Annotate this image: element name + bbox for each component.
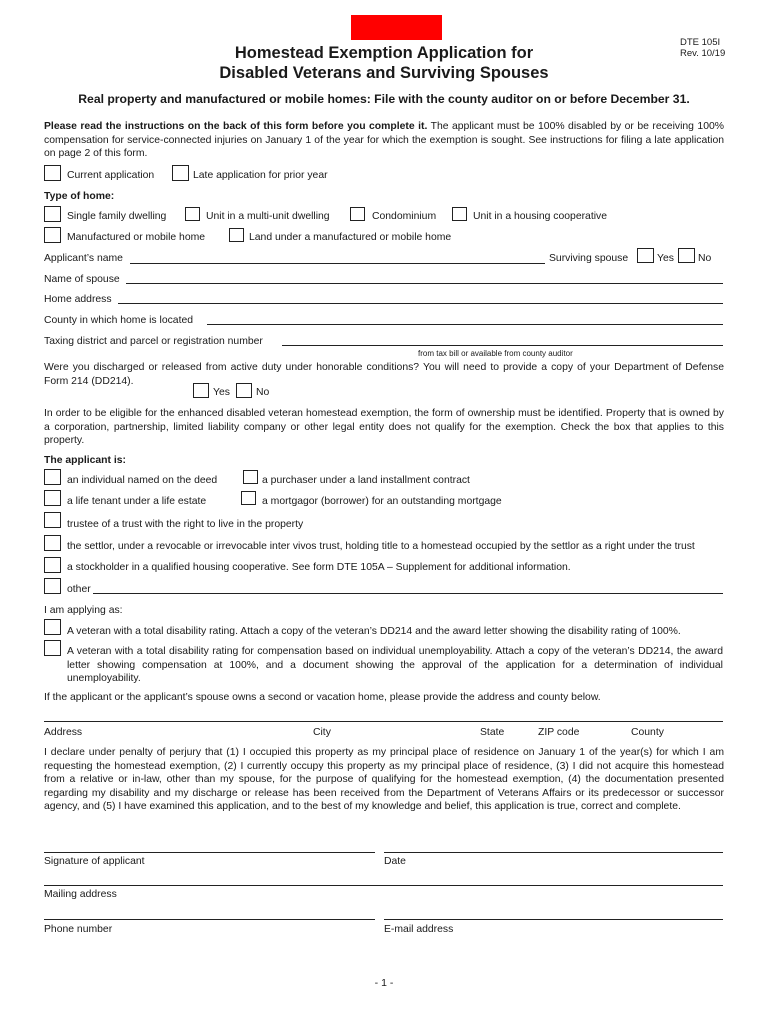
deed-label: an individual named on the deed xyxy=(67,475,218,486)
total-rating-label: A veteran with a total disability rating. Attach a copy of the veteran’s DD214 and the award letter showing the disability rating of 100%. xyxy=(67,626,681,637)
multi-unit-checkbox[interactable] xyxy=(185,207,200,221)
surviving-spouse-yes-label: Yes xyxy=(657,253,674,264)
mailing-address-label: Mailing address xyxy=(44,889,117,900)
email-line[interactable] xyxy=(384,919,723,920)
other-checkbox[interactable] xyxy=(44,578,61,594)
manufactured-home-checkbox[interactable] xyxy=(44,227,61,243)
intro-paragraph xyxy=(44,120,724,161)
discharge-no-label: No xyxy=(256,387,270,398)
form-number: DTE 105I xyxy=(680,37,721,48)
purchaser-label: a purchaser under a land installment contract xyxy=(262,475,470,486)
intro-text: The applicant must be 100% disabled by or be receiving 100% compensation for service-connected injuries on January 1 of the year for which the exemption is sought. See instructions for filing a late application on page 2 of this form. xyxy=(44,121,724,160)
single-family-label: Single family dwelling xyxy=(67,211,167,222)
surviving-spouse-yes-checkbox[interactable] xyxy=(637,248,654,263)
date-label: Date xyxy=(384,856,406,867)
stockholder-label: a stockholder in a qualified housing cooperative. See form DTE 105A – Supplement for additional information. xyxy=(67,562,571,573)
form-subtitle: Real property and manufactured or mobile homes: File with the county auditor on or before December 31. xyxy=(78,92,690,106)
declaration-paragraph: I declare under penalty of perjury that (1) I occupied this property as my principal place of residence on January 1 of the year(s) for which I am requesting the homestead exemption, (2) I currently occupy this property as my principal place of residence, (3) I did not acquire this homestead from a relative or in-law, other than my spouse, for the purpose of qualifying for the homestead exemption, (4) the documentation presented regarding my disability and my discharge or release has been received from the Department of Veterans Affairs or its predecessor or successor agency, and (5) I have examined this application, and to the best of my knowledge and belief, this application is true, correct and complete. xyxy=(44,747,724,813)
home-address-line[interactable] xyxy=(118,303,723,304)
settlor-checkbox[interactable] xyxy=(44,535,61,551)
current-application-label: Current application xyxy=(67,170,155,181)
date-line[interactable] xyxy=(384,852,723,853)
county-label: County in which home is located xyxy=(44,315,194,326)
second-home-line[interactable] xyxy=(44,721,723,722)
trustee-label: trustee of a trust with the right to live in the property xyxy=(67,519,304,530)
page-number: - 1 - xyxy=(374,977,394,989)
land-under-label: Land under a manufactured or mobile home xyxy=(249,232,452,243)
parcel-line[interactable] xyxy=(282,345,723,346)
form-title-line-2: Disabled Veterans and Surviving Spouses xyxy=(219,64,549,82)
email-label: E-mail address xyxy=(384,924,454,935)
condominium-checkbox[interactable] xyxy=(350,207,365,221)
spouse-name-line[interactable] xyxy=(126,283,723,284)
surviving-spouse-no-label: No xyxy=(698,253,712,264)
housing-coop-label: Unit in a housing cooperative xyxy=(473,211,608,222)
multi-unit-label: Unit in a multi-unit dwelling xyxy=(206,211,330,222)
second-home-county-label: County xyxy=(631,727,664,738)
unemployability-checkbox[interactable] xyxy=(44,640,61,656)
home-type-heading: Type of home: xyxy=(44,191,115,202)
spouse-name-label: Name of spouse xyxy=(44,274,120,285)
phone-label: Phone number xyxy=(44,924,113,935)
unemployability-label: A veteran with a total disability rating for compensation based on individual unemployability. Attach a copy of the veteran’s DD214, the award letter showing compensation at 100%, and a document showing the approval of the application for a determination of individual unemployability. xyxy=(67,646,723,685)
parcel-label: Taxing district and parcel or registration number xyxy=(44,336,263,347)
surviving-spouse-label: Surviving spouse xyxy=(549,253,629,264)
second-home-address-label: Address xyxy=(44,727,83,738)
applicant-name-line[interactable] xyxy=(130,263,545,264)
mailing-address-line[interactable] xyxy=(44,885,723,886)
trustee-checkbox[interactable] xyxy=(44,512,61,528)
housing-coop-checkbox[interactable] xyxy=(452,207,467,221)
form-title-line-1: Homestead Exemption Application for xyxy=(234,44,534,62)
current-application-checkbox[interactable] xyxy=(44,165,61,181)
discharge-yes-label: Yes xyxy=(213,387,230,398)
phone-line[interactable] xyxy=(44,919,375,920)
deed-checkbox[interactable] xyxy=(44,469,61,485)
mortgagor-label: a mortgagor (borrower) for an outstanding mortgage xyxy=(262,496,502,507)
surviving-spouse-no-checkbox[interactable] xyxy=(678,248,695,263)
applicant-name-label: Applicant’s name xyxy=(44,253,123,264)
mortgagor-checkbox[interactable] xyxy=(241,491,256,505)
late-application-label: Late application for prior year xyxy=(193,170,328,181)
stockholder-checkbox[interactable] xyxy=(44,557,61,573)
purchaser-checkbox[interactable] xyxy=(243,470,258,484)
life-tenant-label: a life tenant under a life estate xyxy=(67,496,207,507)
total-rating-checkbox[interactable] xyxy=(44,619,61,635)
parcel-note: from tax bill or available from county auditor xyxy=(418,349,573,358)
ownership-paragraph: In order to be eligible for the enhanced disabled veteran homestead exemption, the form of ownership must be identified. Property that is owned by a corporation, partnership, limited liability company or other legal entity does not qualify for the exemption. Check the box that applies to this property. xyxy=(44,408,724,447)
intro-bold: Please read the instructions on the back of this form before you complete it. xyxy=(44,121,428,132)
discharge-question: Were you discharged or released from active duty under honorable conditions? You will need to provide a copy of your Department of Defense Form 214 (DD214). xyxy=(44,362,724,387)
form-revision: Rev. 10/19 xyxy=(680,48,726,59)
second-home-state-label: State xyxy=(480,727,505,738)
signature-label: Signature of applicant xyxy=(44,856,145,867)
late-application-checkbox[interactable] xyxy=(172,165,189,181)
condominium-label: Condominium xyxy=(372,211,437,222)
second-home-city-label: City xyxy=(313,727,331,738)
second-home-zip-label: ZIP code xyxy=(538,727,580,738)
discharge-no-checkbox[interactable] xyxy=(236,383,252,398)
applicant-is-heading: The applicant is: xyxy=(44,455,126,466)
applying-as-heading: I am applying as: xyxy=(44,605,123,616)
home-address-label: Home address xyxy=(44,294,112,305)
manufactured-home-label: Manufactured or mobile home xyxy=(67,232,206,243)
discharge-yes-checkbox[interactable] xyxy=(193,383,209,398)
brand-red-box xyxy=(351,15,442,40)
other-line[interactable] xyxy=(93,593,723,594)
life-tenant-checkbox[interactable] xyxy=(44,490,61,506)
land-under-checkbox[interactable] xyxy=(229,228,244,242)
single-family-checkbox[interactable] xyxy=(44,206,61,222)
settlor-label: the settlor, under a revocable or irrevocable inter vivos trust, holding title to a homestead occupied by the settlor as a right under the trust xyxy=(67,541,695,552)
second-home-text: If the applicant or the applicant’s spouse owns a second or vacation home, please provide the address and county below. xyxy=(44,692,601,703)
other-label: other xyxy=(67,584,91,595)
signature-line[interactable] xyxy=(44,852,375,853)
county-line[interactable] xyxy=(207,324,723,325)
